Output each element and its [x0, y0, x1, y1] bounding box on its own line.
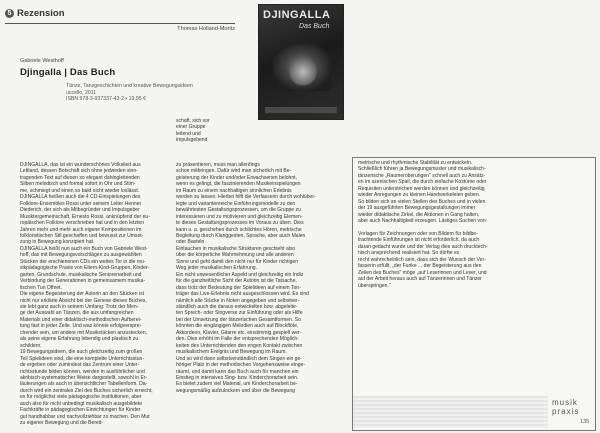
text-line: Die eigene Begeisterung der Autorin an den Stücken ist	[20, 291, 145, 298]
text-line: für die ganzheitliche Sicht der Autorin ist die Tatsache,	[176, 278, 297, 285]
text-line: nisch ansprechend realisiert hat. So dürfte es	[358, 250, 460, 257]
text-line: Einstieg in intensives Sing- bzw. Kinderchorarbeit sein.	[176, 374, 299, 381]
text-line: tragenden Text auf diesen so elegant dahingleitenden	[20, 174, 140, 181]
text-line: Schließlich führen ja Bewegungsmuster und musikalisch-	[358, 166, 486, 173]
book-title: Djingalla | Das Buch	[20, 67, 116, 78]
text-line: es für möglichst viele pädagogische Institutionen, aber	[20, 394, 142, 401]
text-line: sikpädagogische Praxis von Eltern-Kind-Gruppen, Kinder-	[20, 265, 150, 272]
text-line: tänzerische „Raumeroberungen" schnell auch zu Ansätz-	[358, 172, 486, 179]
text-line: zung in Bewegung konzipiert hat.	[20, 239, 95, 246]
book-cover-image	[258, 4, 344, 120]
text-line: Eintauchen in musikalische Strukturen geschieht also	[176, 245, 296, 252]
text-line: aber auch Nachhaltigkeit erzeugen. Lästiges Suchen von	[358, 218, 486, 225]
text-line: Musiktergemeinschaft, Ernesto Rossi, anknüpfend der eu-	[20, 213, 150, 220]
text-line: einer Gruppe	[176, 124, 206, 131]
text-line: den. Dies erhöht im Falle der entsprechenden Möglich-	[176, 336, 299, 343]
text-line: trachtende Einführungen ist nicht erforderlich, da auch	[358, 237, 480, 244]
text-line: wegungsmäßig aufzulockern und über die Bewegung	[176, 387, 295, 394]
cover-subtitle: Das Buch	[299, 23, 330, 30]
text-line: chender sein, um andere mit Musikstücken anzustecken,	[20, 329, 148, 336]
text-line: Materials und einer didaktisch-methodischen Aufberei-	[20, 316, 142, 323]
text-line: läuterungen als auch in übersichtlicher Tabellenform. Da-	[20, 381, 148, 388]
text-line: leitend und	[176, 130, 201, 137]
text-line: impulsgebend	[176, 137, 208, 144]
text-line: Jahren mehr und mehr auch eigene Kompositionen im	[20, 226, 142, 233]
book-meta	[66, 83, 236, 103]
text-line: Verbindung der Generationen in gemeinsamem musika-	[20, 278, 146, 285]
book-publisher: uccello, 2011	[66, 89, 97, 96]
text-line: Es bietet zudem viel Material, um Kinderchorarbeit be-	[176, 381, 298, 388]
text-line: ten Sprech- oder Singverse zur Einführung oder als Hilfe	[176, 310, 303, 317]
magazine-logo	[552, 399, 596, 416]
text-line: Weg jeder musikalischen Erfahrung.	[176, 265, 257, 272]
text-line: wieder Anregungen zu kleinen Handwerkeleien geben.	[358, 192, 481, 199]
text-line: Sinne und geht damit den nicht nur für Kinder richtigen	[176, 258, 299, 265]
text-line: te dieses Gestaltungsprozesses im Voraus zu üben. Dies	[176, 220, 304, 227]
text-line: 19 Bewegungsideen, die auch gleichzeitig zum großen	[20, 349, 143, 356]
book-subtitle: Tänze, Tanzgeschichten und kreative Bewegungsideen	[66, 83, 193, 89]
text-line: nicht nur erklärte Absicht bei der Genese dieses Buches,	[20, 297, 147, 304]
text-line: musikalischem Ereignis und Bewegung im Raum.	[176, 349, 287, 356]
text-line: Lettland, dessen Botschaft sich ohne jedweden sinn-	[20, 168, 138, 175]
text-line: Teil Spielideen sind, die eine komplette Unterrichtsstun-	[20, 355, 144, 362]
text-line: Vorlagen für Zeichnungen oder von Bildern für bildbe-	[358, 230, 478, 237]
body-column-middle	[176, 162, 324, 430]
text-line: gut handhabbar und nachvollziehbar zu machen. Den Mut	[20, 413, 150, 420]
text-line: Folklore-Ensembles Rossi unter seinem Leiter Henner	[20, 200, 142, 207]
cover-footer-band	[265, 107, 337, 113]
text-line: Ein nicht unwesentlicher Aspekt und gleichzeitig ein Indiz	[176, 271, 304, 278]
text-line: DJINGALLA, das ist ein wunderschönes Volkslied aus	[20, 162, 141, 168]
text-line: wieder didaktische Zirkel, die Aktionen in Gang halten,	[358, 211, 480, 218]
text-line: Silben melodisch und formal sofort in Ohr und Stim-	[20, 181, 136, 188]
text-line: hoff, das mit Bewegungsvorschlägen zu ausgewählten	[20, 252, 142, 259]
text-line: lischen Tun Öffnet.	[20, 284, 62, 291]
text-line: legte und variantenreiche Einführungsmodelle zu den	[176, 200, 296, 207]
text-line: könnten die eingängigen Melodien auch auf Blockflöte,	[176, 323, 299, 330]
header-rule	[5, 23, 235, 24]
text-line: interessieren und zu motivieren und gleichzeitig Elemen-	[176, 213, 303, 220]
text-line: der 19 ausgeführten Bewegungsgestaltungen immer	[358, 205, 476, 212]
body-column-left	[20, 162, 168, 430]
text-line: bewährtesten Gestaltungsprozessen, um die Gruppe zu	[176, 207, 301, 214]
book-isbn-price: ISBN 978-3-937337-43-2 • 19,95 €	[66, 96, 146, 103]
text-line: metrische und rhythmische Stabilität zu entwickeln.	[358, 160, 473, 166]
text-line: fasserin erfüllt, „der Funke ... der Begeisterung aus den	[358, 263, 482, 270]
text-line: ge der Auswahl an Tänzen, die aus umfangreichen	[20, 310, 134, 317]
section-number-badge: 5	[5, 9, 14, 18]
text-line: Zeilen des Buches" möge „auf Leserinnen und Leser, und	[358, 269, 487, 276]
text-line: Stücken der erschienenen CDs ein weites Tor in die mu-	[20, 258, 146, 265]
logo-line-1: musik	[552, 398, 578, 407]
logo-line-2: praxis	[552, 406, 580, 416]
text-line: als seine eigene Erfahrung lebendig und plastisch zu	[20, 336, 139, 343]
text-line: höriger Platz in der methodischen Vorgehensweise einge-	[176, 362, 306, 369]
text-line: So bilden sich an vielen Stellen des Buches und in vielen	[358, 198, 486, 205]
text-line: schaft, sich vor	[176, 118, 210, 124]
text-line: garten, Grundschule, musikalische Seniorenarbeit und	[20, 271, 142, 278]
text-line: zu eigener Bewegung und die Bereit-	[20, 420, 104, 427]
text-line: räumt, und damit kann das Buch auch für manchen ein	[176, 368, 299, 375]
text-line: zu präsentieren, muss man allerdings	[176, 162, 260, 168]
text-line: durch wird ein zentrales Ziel des Buches sicherlich erreicht,	[20, 387, 153, 394]
text-line: richtsstunde bilden können, werden in ausführlicher und	[20, 368, 145, 375]
text-line: akribisch-systematischer Weise dargestellt, sowohl in Er-	[20, 374, 148, 381]
text-line: DJINGALLA heißt nun auch ein Buch von Gabriele West-	[20, 245, 148, 252]
text-line: Diederich, der sich als Mitbegründer und Impulsgeber	[20, 207, 140, 214]
text-line: träger das Live-Erlebnis nicht ausgeschlossen wird. Es sind	[176, 291, 309, 298]
text-line: überspringen."	[358, 282, 391, 289]
text-line: me, schmiegt und einen so bald nicht wieder loslässt.	[20, 187, 140, 194]
text-line: recht wahrscheinlich sein, dass sich der Wunsch der Ver-	[358, 256, 486, 263]
text-line: auch also für nicht unbedingt musikalisch ausgebildete	[20, 400, 143, 407]
text-line: daran gedacht wurde und der Verlag dies auch drucktech-	[358, 243, 488, 250]
text-line: geisterung der Kinder und/oder Erwachsenen belohnt,	[176, 174, 297, 181]
text-line: über die körperliche Wahrnehmung und alle anderen	[176, 252, 294, 259]
cover-title: DJINGALLA	[263, 9, 331, 21]
text-line: keiten des Unterrichtenden den engen Kontakt zwischen	[176, 342, 303, 349]
text-line: im Raum zu einem nachhaltigen sinnlichen Erlebnis	[176, 187, 292, 194]
decorative-stripe	[353, 396, 548, 428]
cover-artwork-highlight	[289, 57, 317, 87]
text-line: ständlich auch die daraus entwickelten bzw. abgeleite-	[176, 303, 298, 310]
text-line: Fachkräfte in pädagogischen Einrichtungen für Kinder	[20, 407, 141, 414]
text-line: schildern.	[20, 342, 42, 349]
text-line: en im szenischen Spiel, die durch einfache Kostüme oder	[358, 179, 487, 186]
body-column-middle-top	[176, 118, 234, 162]
page-number: 135	[580, 419, 590, 425]
text-line: werden zu lassen. Hierbei hilft die Verfasserin durch wohlüber-	[176, 194, 316, 201]
text-line: wenn es gelingt, die faszinierenden Musikeinspielungen	[176, 181, 301, 188]
text-line: de ergeben oder zumindest das Zentrum einer Unter-	[20, 362, 140, 369]
text-line: kann u. a. geschehen durch schlichtes Hören, metrische	[176, 226, 302, 233]
text-line: sie lebt ganz auch in seinem Umfang: Trotz der Men-	[20, 303, 139, 310]
text-line: auf der Arbeit heraus auch auf Tänzerinnen und Tänzer	[358, 276, 482, 283]
text-line: nämlich alle Stücke in Noten angegeben und selbstver-	[176, 297, 300, 304]
text-line: dass trotz der Bedeutung der Spielideen auf einem Ton-	[176, 284, 301, 291]
text-line: oder Basteln.	[176, 239, 206, 246]
text-line: ropäischen Folklore verschrieben hat und in den letzten	[20, 220, 145, 227]
text-line: Begleitung durch Klanggesten, Sprache, aber auch Malen	[176, 232, 306, 239]
reviewer-name: Gabriele Westhoff	[20, 58, 64, 64]
text-line: Akkordeon, Klavier, Gitarre etc. einstimmig gespielt wer-	[176, 329, 302, 336]
text-line: Und so wird dann selbstverständlich dem Singen ein ge-	[176, 355, 302, 362]
section-title: Rezension	[17, 8, 65, 19]
text-line: folkloristischen Stil geschaffen und bewusst zur Umset-	[20, 232, 144, 239]
text-line: bei der Umsetzung der tänzerischen Gesamtformen. So	[176, 316, 301, 323]
header-author: Thomas Holland-Moritz	[177, 26, 235, 32]
text-line: tung fast in jeder Zeile. Und was könnte erfolgverspre-	[20, 323, 142, 330]
body-column-right	[358, 160, 588, 390]
text-line: DJINGALLA heißen auch die 4 CD-Einspielungen des	[20, 194, 141, 201]
text-line: Requisiten unterstrichen werden können und gleichzeitig	[358, 185, 485, 192]
text-line: schon mitbringen. Dafür wird man sicherlich mit Be-	[176, 168, 292, 175]
